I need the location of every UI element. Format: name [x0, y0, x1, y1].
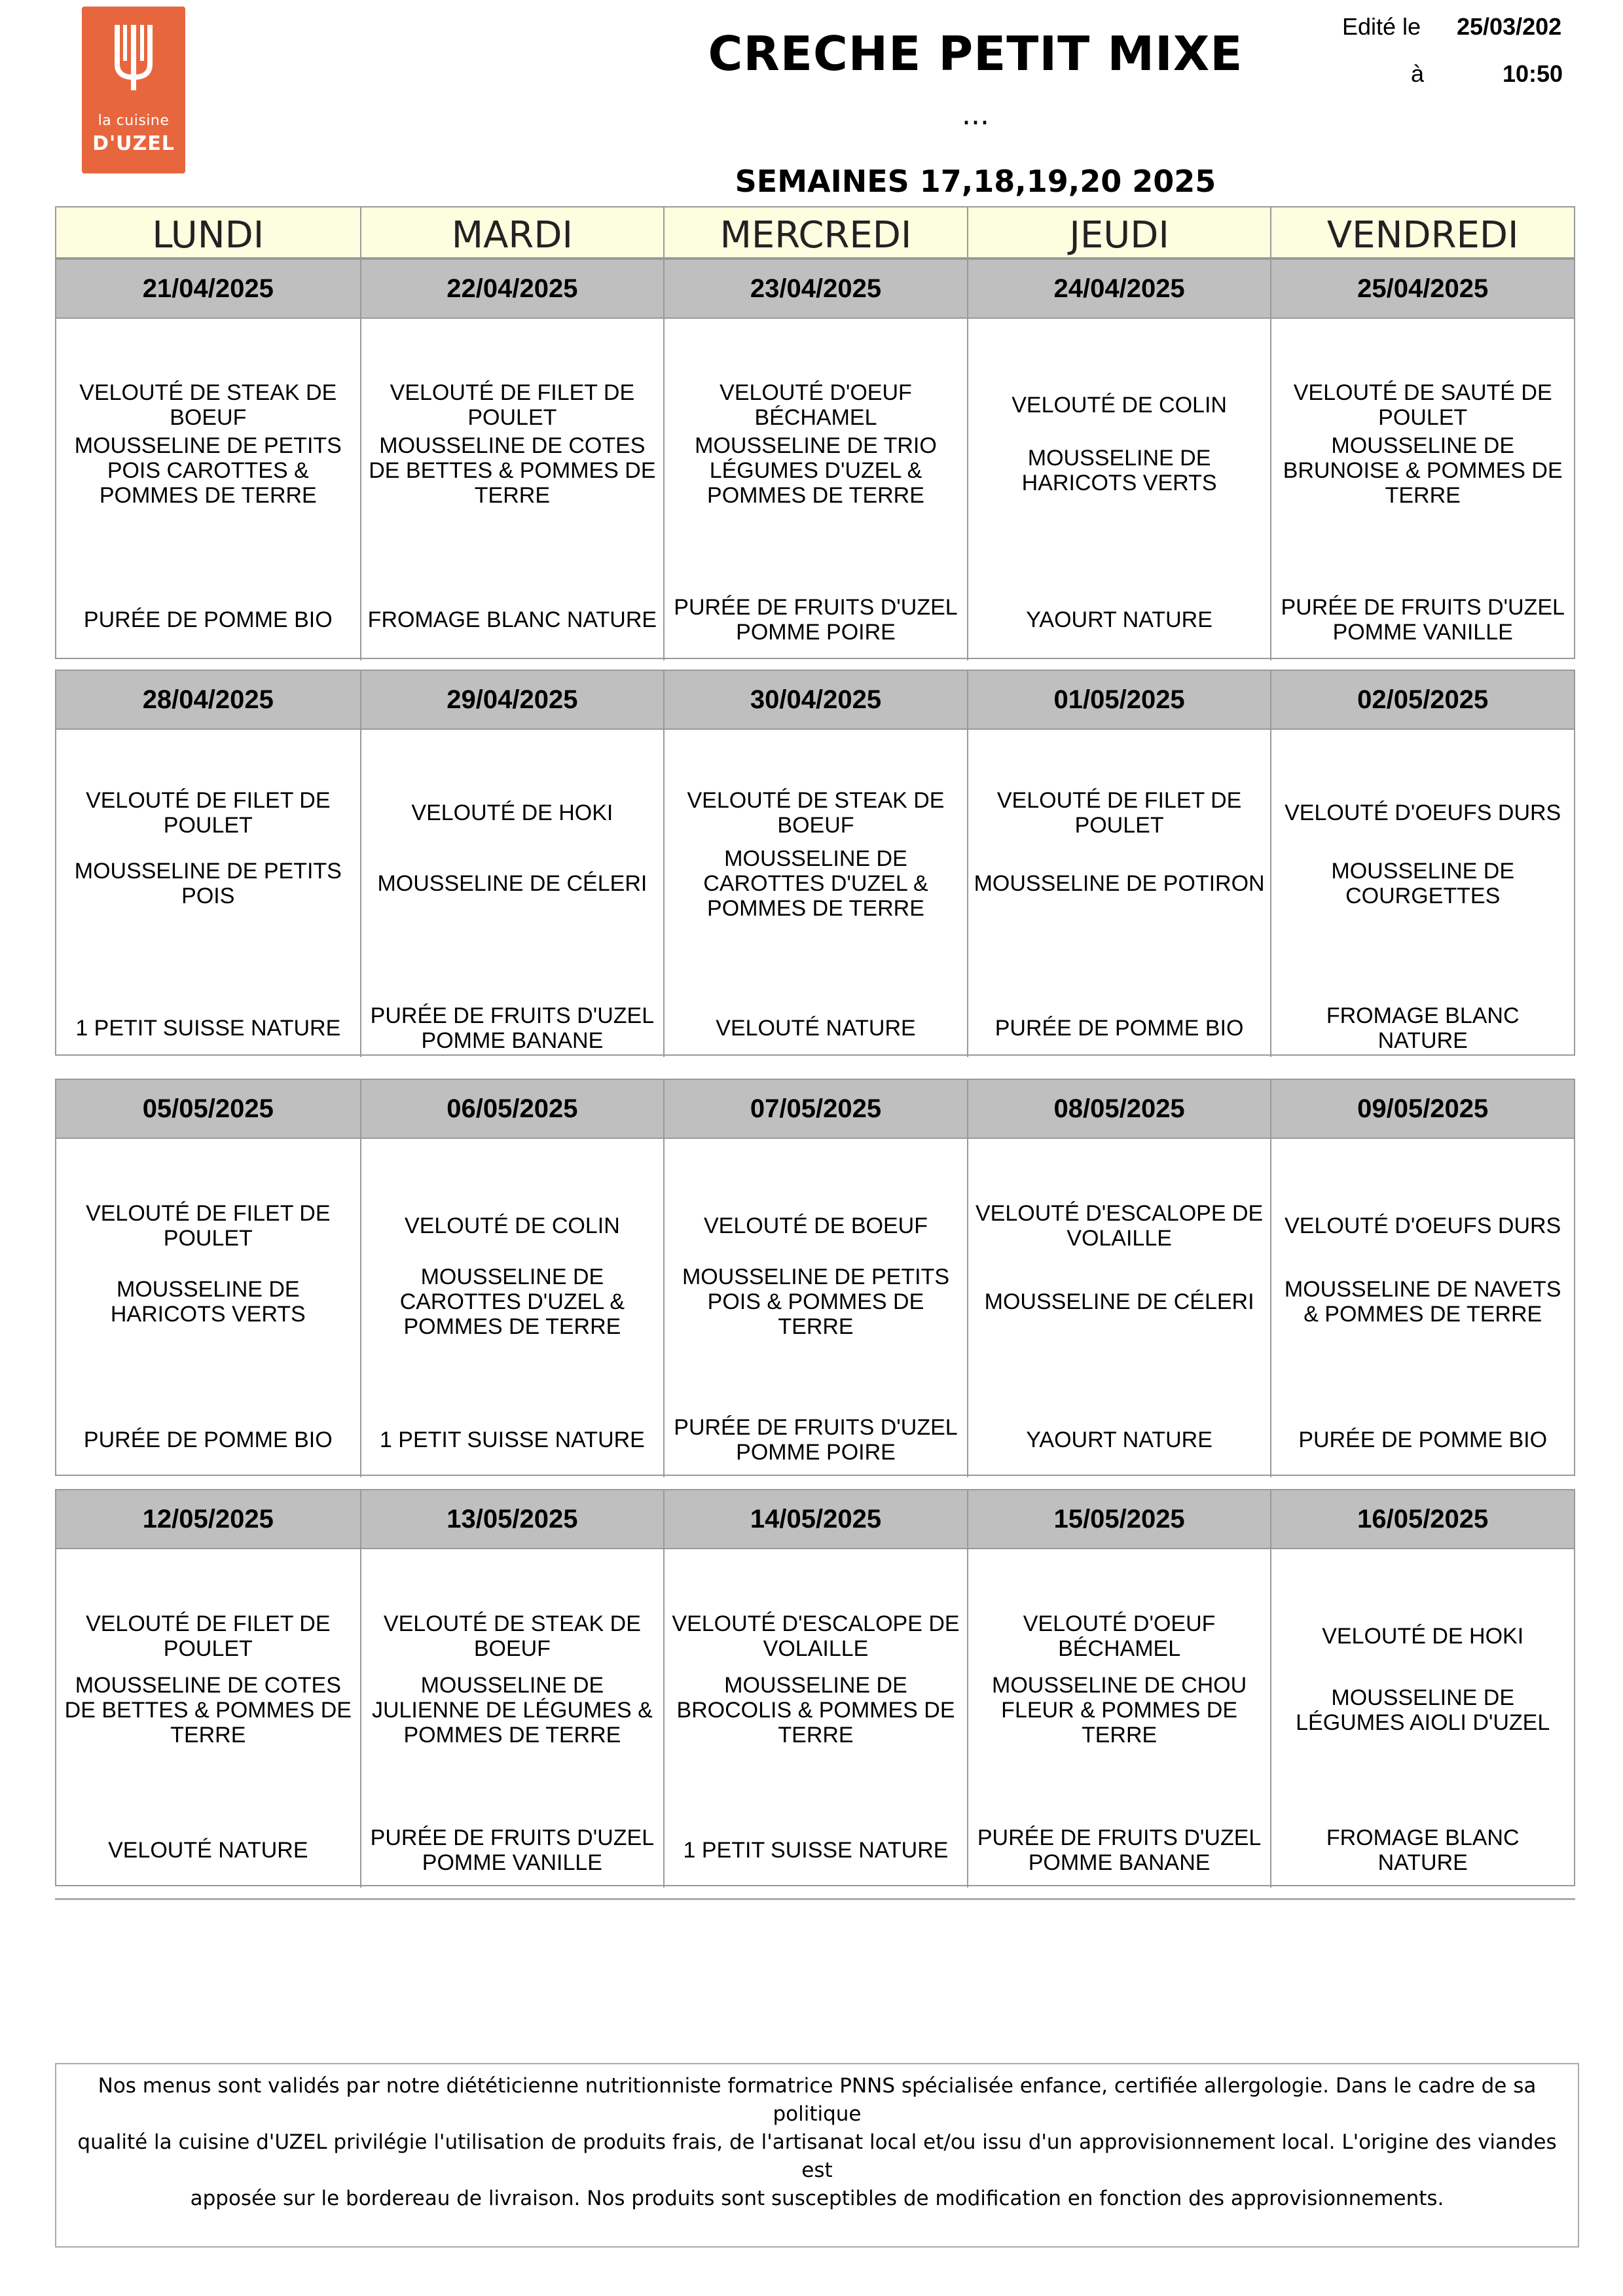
menu-cell: [1270, 1548, 1574, 1888]
menu-cell: [360, 317, 664, 660]
menu-cell: [56, 1138, 360, 1477]
main-dish-line: CAROTTES D'UZEL &: [399, 1289, 625, 1314]
logo-tagline: la cuisine: [98, 113, 170, 129]
starter-line: VELOUTÉ DE BOEUF: [704, 1213, 928, 1238]
main-dish-line: JULIENNE DE LÉGUMES &: [371, 1698, 653, 1723]
starter-line: VELOUTÉ D'OEUF: [1023, 1611, 1216, 1636]
week-block: [55, 1079, 1575, 1476]
menu-cell: [1270, 1138, 1574, 1477]
date-cell: 09/05/2025: [1270, 1080, 1574, 1138]
main-dish-line: MOUSSELINE DE: [1331, 1685, 1514, 1710]
date-cell: 23/04/2025: [663, 260, 967, 317]
time-label: à: [1411, 60, 1425, 87]
main-dish-line: POMMES DE TERRE: [707, 483, 924, 508]
starter-line: POULET: [467, 405, 557, 430]
day-header: VENDREDI: [1270, 207, 1574, 264]
dessert-line: PURÉE DE POMME BIO: [994, 1016, 1244, 1041]
main-dish-line: POIS CAROTTES &: [107, 458, 309, 483]
menu-cell: [967, 1548, 1271, 1888]
main-dish-line: LÉGUMES AIOLI D'UZEL: [1296, 1710, 1550, 1735]
starter-line: VELOUTÉ DE STEAK DE: [79, 380, 337, 405]
main-dish-line: DE BETTES & POMMES DE: [64, 1698, 352, 1723]
starter-line: VELOUTÉ DE HOKI: [411, 800, 613, 825]
date-cell: 06/05/2025: [360, 1080, 664, 1138]
dessert-line: POMME POIRE: [736, 1440, 896, 1465]
main-dish-line: POMMES DE TERRE: [707, 896, 924, 921]
starter-line: VELOUTÉ DE STEAK DE: [383, 1611, 641, 1636]
starter-line: VELOUTÉ DE SAUTÉ DE: [1293, 380, 1552, 405]
menu-cell: [360, 1548, 664, 1888]
main-dish-line: TERRE: [778, 1723, 854, 1748]
main-dish-line: MOUSSELINE DE CHOU: [992, 1673, 1247, 1698]
dessert-line: VELOUTÉ NATURE: [716, 1016, 916, 1041]
main-dish-line: POIS: [181, 884, 235, 908]
menu-cell: [663, 1548, 967, 1888]
main-dish-line: MOUSSELINE DE: [1331, 859, 1514, 884]
date-cell: 29/04/2025: [360, 671, 664, 728]
main-dish-line: MOUSSELINE DE: [1027, 446, 1211, 471]
starter-line: POULET: [163, 1636, 253, 1661]
menu-cell: [360, 1138, 664, 1477]
dessert-line: POMME BANANE: [421, 1028, 604, 1053]
main-dish-line: MOUSSELINE DE: [1331, 433, 1514, 458]
edited-label: Edité le: [1342, 13, 1421, 40]
time-value: 10:50: [1503, 60, 1563, 87]
date-cell: 16/05/2025: [1270, 1490, 1574, 1548]
main-dish-line: TERRE: [1385, 483, 1461, 508]
day-header: LUNDI: [152, 214, 264, 257]
notice-line: apposée sur le bordereau de livraison. Nos produits sont susceptibles de modification en fonction des approvisionnements.: [190, 2187, 1444, 2210]
dessert-line: POMME VANILLE: [422, 1850, 602, 1875]
weeks-heading: SEMAINES 17,18,19,20 2025: [735, 164, 1216, 199]
dessert-line: PURÉE DE FRUITS D'UZEL: [674, 1415, 958, 1440]
main-dish-line: MOUSSELINE DE CÉLERI: [377, 871, 647, 896]
starter-line: VELOUTÉ D'ESCALOPE DE: [672, 1611, 960, 1636]
dessert-line: POMME BANANE: [1028, 1850, 1211, 1875]
starter-line: BOEUF: [777, 813, 854, 838]
main-dish-line: MOUSSELINE DE PETITS: [74, 433, 342, 458]
date-cell: 28/04/2025: [142, 685, 274, 714]
day-header: MARDI: [360, 207, 664, 264]
dessert-line: 1 PETIT SUISSE NATURE: [379, 1427, 645, 1452]
menu-cell: [663, 728, 967, 1057]
subtitle-ellipsis: ...: [962, 98, 989, 132]
main-dish-line: BROCOLIS & POMMES DE: [676, 1698, 955, 1723]
menu-cell: [56, 317, 360, 660]
main-dish-line: POMMES DE TERRE: [99, 483, 317, 508]
fork-icon: [104, 25, 163, 90]
dessert-line: YAOURT NATURE: [1026, 607, 1213, 632]
menu-cell: [663, 1138, 967, 1477]
date-cell: 24/04/2025: [967, 260, 1271, 317]
dessert-line: PURÉE DE FRUITS D'UZEL: [370, 1003, 655, 1028]
date-row: [56, 1490, 1574, 1548]
week-block: [55, 670, 1575, 1056]
main-dish-line: POMMES DE TERRE: [403, 1314, 621, 1339]
main-dish-line: MOUSSELINE DE: [420, 1673, 604, 1698]
main-dish-line: BRUNOISE & POMMES DE: [1283, 458, 1563, 483]
date-cell: 07/05/2025: [663, 1080, 967, 1138]
dessert-line: YAOURT NATURE: [1026, 1427, 1213, 1452]
menu-cell: [360, 728, 664, 1057]
week-block: [55, 1489, 1575, 1886]
main-dish-line: HARICOTS VERTS: [1021, 471, 1217, 495]
date-row: [56, 260, 1574, 317]
main-dish-line: POMMES DE TERRE: [403, 1723, 621, 1748]
main-dish-line: TERRE: [778, 1314, 854, 1339]
starter-line: POULET: [163, 1226, 253, 1251]
date-cell: 25/04/2025: [1270, 260, 1574, 317]
date-cell: 12/05/2025: [142, 1505, 274, 1534]
main-dish-line: MOUSSELINE DE: [116, 1277, 300, 1302]
main-dish-line: TERRE: [1081, 1723, 1158, 1748]
dessert-line: 1 PETIT SUISSE NATURE: [75, 1016, 341, 1041]
date-cell: 02/05/2025: [1270, 671, 1574, 728]
dessert-line: PURÉE DE POMME BIO: [83, 607, 333, 632]
menu-cell: [56, 1548, 360, 1888]
date-cell: 01/05/2025: [967, 671, 1271, 728]
starter-line: VELOUTÉ DE FILET DE: [86, 1201, 331, 1226]
main-dish-line: MOUSSELINE DE: [724, 846, 907, 871]
menu-cell: [56, 728, 360, 1057]
main-dish-line: & POMMES DE TERRE: [1304, 1302, 1542, 1327]
dessert-line: PURÉE DE FRUITS D'UZEL: [674, 595, 958, 620]
divider: [55, 1898, 1575, 1900]
menu-row: [56, 728, 1574, 1057]
main-dish-line: MOUSSELINE DE COTES: [75, 1673, 341, 1698]
dessert-line: PURÉE DE FRUITS D'UZEL: [1281, 595, 1565, 620]
menu-row: [56, 1138, 1574, 1477]
starter-line: VELOUTÉ DE FILET DE: [390, 380, 635, 405]
starter-line: VELOUTÉ DE COLIN: [405, 1213, 620, 1238]
starter-line: VELOUTÉ D'ESCALOPE DE: [976, 1201, 1264, 1226]
main-dish-line: MOUSSELINE DE CÉLERI: [984, 1289, 1254, 1314]
page-title: CRECHE PETIT MIXE: [708, 26, 1243, 81]
menu-row: [56, 1548, 1574, 1888]
dessert-line: PURÉE DE POMME BIO: [83, 1427, 333, 1452]
main-dish-line: MOUSSELINE DE POTIRON: [974, 871, 1265, 896]
starter-line: POULET: [163, 813, 253, 838]
date-cell: 21/04/2025: [142, 274, 274, 303]
notice-line: qualité la cuisine d'UZEL privilégie l'utilisation de produits frais, de l'artisanat local et/ou issu d'un approvisionnement local. L'origine des viandes est: [77, 2130, 1557, 2182]
dessert-line: PURÉE DE FRUITS D'UZEL: [977, 1825, 1262, 1850]
dessert-line: POMME POIRE: [736, 620, 896, 645]
main-dish-line: MOUSSELINE DE TRIO: [695, 433, 937, 458]
week-block: [55, 259, 1575, 659]
starter-line: VOLAILLE: [1067, 1226, 1172, 1251]
dessert-line: PURÉE DE FRUITS D'UZEL: [370, 1825, 655, 1850]
dessert-line: NATURE: [1377, 1028, 1468, 1053]
dessert-line: FROMAGE BLANC: [1326, 1825, 1520, 1850]
main-dish-line: POIS & POMMES DE: [707, 1289, 924, 1314]
main-dish-line: MOUSSELINE DE: [724, 1673, 907, 1698]
date-cell: 05/05/2025: [142, 1094, 274, 1123]
starter-line: VELOUTÉ D'OEUFS DURS: [1285, 800, 1561, 825]
edited-date: 25/03/202: [1457, 13, 1562, 40]
starter-line: VELOUTÉ DE FILET DE: [996, 788, 1242, 813]
menu-cell: [1270, 728, 1574, 1057]
main-dish-line: FLEUR & POMMES DE: [1001, 1698, 1238, 1723]
starter-line: VELOUTÉ D'OEUFS DURS: [1285, 1213, 1561, 1238]
day-header: JEUDI: [967, 207, 1271, 264]
starter-line: VOLAILLE: [763, 1636, 869, 1661]
starter-line: BÉCHAMEL: [754, 405, 877, 430]
main-dish-line: DE BETTES & POMMES DE: [369, 458, 656, 483]
menu-cell: [663, 317, 967, 660]
main-dish-line: TERRE: [170, 1723, 246, 1748]
date-cell: 14/05/2025: [663, 1490, 967, 1548]
menu-cell: [967, 728, 1271, 1057]
starter-line: BÉCHAMEL: [1058, 1636, 1181, 1661]
main-dish-line: TERRE: [474, 483, 550, 508]
date-cell: 22/04/2025: [360, 260, 664, 317]
dessert-line: 1 PETIT SUISSE NATURE: [683, 1838, 949, 1863]
brand-logo: [82, 7, 185, 173]
main-dish-line: MOUSSELINE DE NAVETS: [1284, 1277, 1561, 1302]
main-dish-line: HARICOTS VERTS: [110, 1302, 306, 1327]
date-row: [56, 671, 1574, 728]
starter-line: POULET: [1074, 813, 1164, 838]
date-cell: 08/05/2025: [967, 1080, 1271, 1138]
date-row: [56, 1080, 1574, 1138]
menu-cell: [1270, 317, 1574, 660]
main-dish-line: MOUSSELINE DE COTES: [379, 433, 646, 458]
starter-line: VELOUTÉ DE FILET DE: [86, 1611, 331, 1636]
dessert-line: POMME VANILLE: [1332, 620, 1513, 645]
starter-line: POULET: [1378, 405, 1468, 430]
date-cell: 13/05/2025: [360, 1490, 664, 1548]
dessert-line: PURÉE DE POMME BIO: [1298, 1427, 1548, 1452]
dessert-line: VELOUTÉ NATURE: [108, 1838, 308, 1863]
starter-line: VELOUTÉ DE STEAK DE: [687, 788, 945, 813]
main-dish-line: COURGETTES: [1345, 884, 1501, 908]
day-header: MERCREDI: [663, 207, 967, 264]
main-dish-line: LÉGUMES D'UZEL &: [709, 458, 922, 483]
logo-name: D'UZEL: [92, 132, 175, 155]
date-cell: 15/05/2025: [967, 1490, 1271, 1548]
dessert-line: NATURE: [1377, 1850, 1468, 1875]
dessert-line: FROMAGE BLANC: [1326, 1003, 1520, 1028]
main-dish-line: MOUSSELINE DE PETITS: [74, 859, 342, 884]
starter-line: VELOUTÉ D'OEUF: [720, 380, 912, 405]
main-dish-line: CAROTTES D'UZEL &: [703, 871, 928, 896]
nutrition-notice: [55, 2063, 1579, 2248]
menu-row: [56, 317, 1574, 660]
main-dish-line: MOUSSELINE DE PETITS: [682, 1265, 950, 1289]
starter-line: VELOUTÉ DE COLIN: [1012, 393, 1227, 418]
starter-line: VELOUTÉ DE HOKI: [1322, 1624, 1524, 1649]
date-cell: 30/04/2025: [663, 671, 967, 728]
menu-cell: [967, 1138, 1271, 1477]
weekday-header-row: [55, 206, 1575, 259]
menu-cell: [967, 317, 1271, 660]
dessert-line: FROMAGE BLANC NATURE: [367, 607, 657, 632]
notice-line: Nos menus sont validés par notre diététicienne nutritionniste formatrice PNNS spécialisée enfance, certifiée allergologie. Dans le cadre de sa politique: [98, 2074, 1537, 2126]
main-dish-line: MOUSSELINE DE: [420, 1265, 604, 1289]
starter-line: VELOUTÉ DE FILET DE: [86, 788, 331, 813]
starter-line: BOEUF: [473, 1636, 551, 1661]
starter-line: BOEUF: [170, 405, 247, 430]
